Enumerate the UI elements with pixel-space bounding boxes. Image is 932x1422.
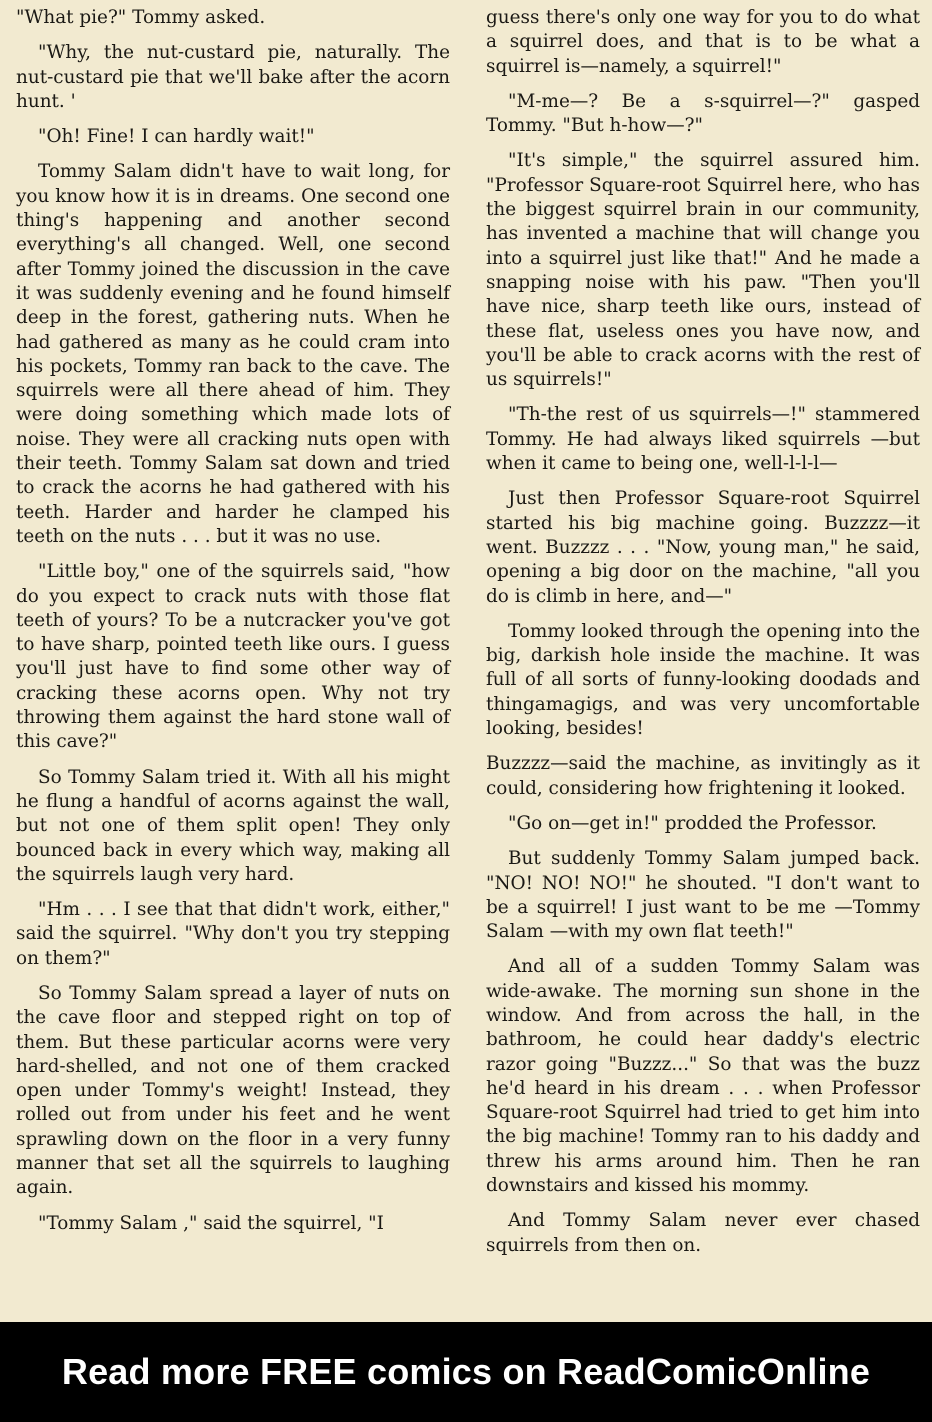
paragraph: "It's simple," the squirrel assured him. "Professor Square-root Squirrel here, who has the biggest squirrel brain in our community, has invented a machine that will change you into a squirrel just like that!" And he made a snapping noise with his paw. "Then you'll have nice, sharp teeth like ours, instead of these flat, useless ones you have now, and you'll be able to crack acorns with the rest of us squirrels!": [486, 150, 920, 391]
paragraph: "Why, the nut-custard pie, naturally. The nut-custard pie that we'll bake after the acorn hunt. ': [16, 42, 450, 112]
paragraph: "M-me—? Be a s-squirrel—?" gasped Tommy. "But h-how—?": [486, 90, 920, 137]
paragraph: And Tommy Salam never ever chased squirrels from then on.: [486, 1210, 920, 1256]
paragraph: "Tommy Salam ," said the squirrel, "I: [38, 1212, 384, 1234]
paragraph: "Go on—get in!" prodded the Professor.: [508, 812, 877, 834]
paragraph: So Tommy Salam spread a layer of nuts on the cave floor and stepped right on top of them. But these particular acorns were very hard-shelled, and not one of them cracked open under Tommy's weight! Instead, they rolled out from under his feet and he went sprawling down on the floor in a very funny manner that set all the squirrels to laughing again.: [16, 982, 450, 1199]
paragraph: guess there's only one way for you to do what a squirrel does, and that is to be what a squirrel is—namely, a squirrel!": [486, 7, 920, 77]
paragraph: "Oh! Fine! I can hardly wait!": [38, 126, 315, 148]
paragraph: Tommy Salam didn't have to wait long, for you know how it is in dreams. One second one thing's happening and another second everything's all changed. Well, one second after Tommy joined the discussion in the cave it was suddenly evening and he found himself deep in the forest, gathering nuts. When he had gathered as many as he could cram into his pockets, Tommy ran back to the cave. The squirrels were all there ahead of him. They were doing something which made lots of noise. They were all cracking nuts open with their teeth. Tommy Salam sat down and tried to crack the acorns he had gathered with his teeth. Harder and harder he clamped his teeth on the nuts . . . but it was no use.: [16, 161, 450, 547]
paragraph: "Little boy," one of the squirrels said, "how do you expect to crack nuts with those flat teeth of yours? To be a nutcracker you've got to have sharp, pointed teeth like ours. I guess you'll just have to find some other way of cracking these acorns open. Why not try throwing them against the hard stone wall of this cave?": [16, 561, 450, 753]
paragraph: "What pie?" Tommy asked.: [16, 7, 266, 28]
left-text-column: [16, 6, 450, 1247]
paragraph: "Hm . . . I see that that didn't work, either," said the squirrel. "Why don't you try stepping on them?": [16, 899, 450, 969]
paragraph: So Tommy Salam tried it. With all his might he flung a handful of acorns against the wall, but not one of them split open! They only bounced back in every which way, making all the squirrels laugh very hard.: [16, 766, 450, 885]
promo-banner-text[interactable]: Read more FREE comics on ReadComicOnline: [61, 1351, 871, 1392]
paragraph: And all of a sudden Tommy Salam was wide-awake. The morning sun shone in the window. And from across the hall, in the bathroom, he could hear daddy's electric razor going "Buzzz..." So that was the buzz he'd heard in his dream . . . when Professor Square-root Squirrel had tried to get him into the big machine! Tommy ran to his daddy and threw his arms around him. Then he ran downstairs and kissed his mommy.: [486, 956, 920, 1197]
paragraph: "Th-the rest of us squirrels—!" stammered Tommy. He had always liked squirrels —but when it came to being one, well-l-l-l—: [486, 404, 920, 475]
paragraph: Tommy looked through the opening into the big, darkish hole inside the machine. It was full of all sorts of funny-looking doodads and thingamagigs, and was very uncomfortable looking, besides!: [486, 620, 920, 740]
paragraph: Buzzzz—said the machine, as invitingly as it could, considering how frightening it looked.: [486, 753, 920, 799]
right-text-column: [486, 6, 920, 1269]
promo-banner[interactable]: [0, 1322, 932, 1422]
paragraph: Just then Professor Square-root Squirrel started his big machine going. Buzzzz—it went. Buzzzz . . . "Now, young man," he said, opening a big door on the machine, "all you do is climb in here, and—": [486, 488, 920, 607]
paragraph: But suddenly Tommy Salam jumped back. "NO! NO! NO!" he shouted. "I don't want to be a squirrel! I just want to be me —Tommy Salam —with my own flat teeth!": [486, 848, 920, 943]
